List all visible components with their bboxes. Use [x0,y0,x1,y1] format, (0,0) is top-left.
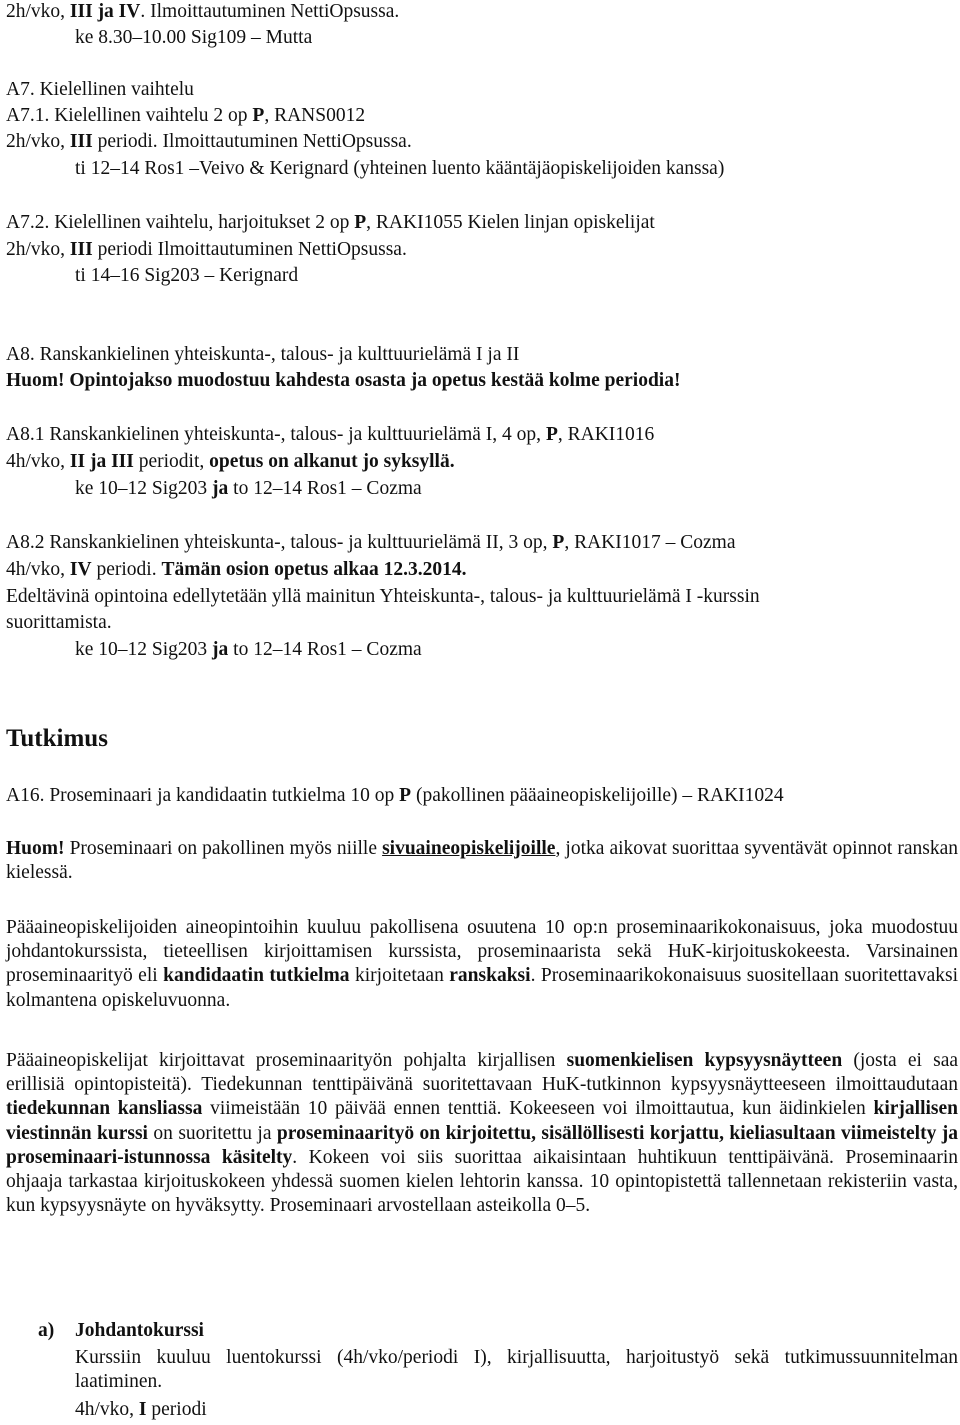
list-label-a [38,1319,54,1343]
a72-title [6,211,655,235]
emphasis-bold: kirjallisen viestinnän kurssi [6,1098,958,1144]
period-bold: II ja III [69,451,134,472]
emphasis-bold: ranskaksi [449,965,531,987]
emphasis-bold: kandidaatin tutkielma [163,965,350,987]
text: periodi. Ilmoittautuminen NettiOpsussa. [92,131,412,152]
section-heading-tutkimus: Tutkimus [6,725,108,752]
a72-period [6,238,407,262]
text: . Proseminaarikokonaisuus suositellaan suoritettavaksi kolmantena opiskeluvuonna. [6,965,959,1011]
text: A7.1. Kielellinen vaihtelu 2 op [6,105,253,126]
text: periodi. [91,559,162,580]
a7-heading: A7. Kielellinen vaihtelu [6,79,194,100]
huom-bold: Huom! [6,838,65,859]
text: periodi [146,1399,207,1420]
a81-title [6,423,654,447]
emphasis-bold: tiedekunnan kansliassa [6,1098,203,1120]
text: 2h/vko, [6,131,70,152]
text: 4h/vko, [6,451,70,472]
text: , RAKI1055 Kielen linjan opiskelijat [366,212,655,233]
notice-bold: Tämän osion opetus alkaa 12.3.2014. [161,559,467,580]
ja-bold: ja [212,639,229,660]
notice-bold: opetus on alkanut jo syksyllä. [209,451,455,472]
a8-notice [6,369,680,393]
text: A8.1 Ranskankielinen yhteiskunta-, talous- ja kulttuurielämä I, 4 op, [6,424,546,445]
label-bold: a) [38,1320,55,1341]
a72-schedule: ti 14–16 Sig203 – Kerignard [75,265,299,286]
a71-title [6,104,365,128]
text: A16. Proseminaari ja kandidaatin tutkielma 10 op [6,785,400,806]
text: (josta ei saa erillisiä opintopisteitä). Tiedekunnan tenttipäivänä suoritettavaan HuK-tutkinnon kypsyysnäytteeseen ilmoittaudutaan [6,1050,959,1096]
a82-prereq-cont: suorittamista. [6,612,112,633]
text: A8.2 Ranskankielinen yhteiskunta-, talous- ja kulttuurielämä II, 3 op, [6,532,553,553]
a71-period [6,130,412,154]
text: . Kokeen voi siis suorittaa aikaisintaan huhtikuun tenttipäivänä. Proseminaarin ohjaaja tarkastaa kirjoituskokeen yhdessä suomen kielen lehtorin kanssa. 10 opintopistettä tallennetaan rekisteriin vasta, kun kypsyysnäyte on hyväksytty. Proseminaari arvostellaan asteikolla 0–5. [6,1146,958,1217]
text: Pääaineopiskelijoiden aineopintoihin kuuluu pakollisena osuutena 10 op:n proseminaarikokonaisuus, joka muodostuu johdantokurssista, tieteellisen kirjoittamisen kurssista, proseminaarista sekä HuK-kirjoituskokeesta. Varsinainen proseminaarityö eli [6,917,958,987]
a16-title [6,784,784,808]
text: viimeistään 10 päivää ennen tenttiä. Kokeeseen voi ilmoittautua, kun äidinkielen [202,1098,874,1120]
title-bold: Johdantokurssi [75,1320,204,1341]
p-bold: P [545,424,558,445]
text: ke 10–12 Sig203 [75,478,213,499]
p-bold: P [552,532,565,553]
text: ke 10–12 Sig203 [75,639,213,660]
text: Proseminaari on pakollinen myös niille [64,838,383,859]
p-bold: P [354,212,367,233]
p-bold: P [399,785,412,806]
period-bold: III [69,131,93,152]
text: , RAKI1017 – Cozma [564,532,736,553]
text: periodit, [133,451,210,472]
a71-schedule: ti 12–14 Ros1 –Veivo & Kerignard (yhteinen luento kääntäjäopiskelijoiden kanssa) [75,158,725,179]
a82-title [6,531,736,555]
a81-period [6,450,455,474]
text: to 12–14 Ros1 – Cozma [228,478,422,499]
johdantokurssi-description: Kurssiin kuuluu luentokurssi (4h/vko/periodi I), kirjallisuutta, harjoitustyö sekä tutkimussuunnitelman laatiminen. [75,1347,958,1393]
paragraph-aineopinnot [6,916,958,1013]
emphasis-underlined: sivuaineopiskelijoille [382,838,556,859]
a82-schedule [75,638,422,662]
period-bold: III ja IV [69,1,141,22]
period-bold: III [69,239,93,260]
period-bold: I [138,1399,147,1420]
text: to 12–14 Ros1 – Cozma [228,639,422,660]
text: on suoritettu ja [147,1122,277,1144]
notice-bold: Huom! Opintojakso muodostuu kahdesta osasta ja opetus kestää kolme periodia! [6,370,681,391]
a6-schedule: ke 8.30–10.00 Sig109 – Mutta [75,27,313,48]
text: 4h/vko, [75,1399,139,1420]
emphasis-bold: proseminaarityö on kirjoitettu, sisällöllisesti korjattu, kieliasultaan viimeistelty ja proseminaari-istunnossa käsitelty [6,1122,958,1168]
text: A7.2. Kielellinen vaihtelu, harjoitukset 2 op [6,212,355,233]
text: 2h/vko, [6,1,70,22]
text: 4h/vko, [6,559,70,580]
p-bold: P [252,105,265,126]
a82-prereq: Edeltävinä opintoina edellytetään yllä mainitun Yhteiskunta-, talous- ja kulttuurielämä I -kurssin [6,586,760,607]
text: , RANS0012 [264,105,366,126]
period-bold: IV [69,559,92,580]
a81-schedule [75,477,422,501]
text: (pakollinen pääaineopiskelijoille) – RAKI1024 [411,785,784,806]
a82-period [6,558,466,582]
text: . Ilmoittautuminen NettiOpsussa. [140,1,400,22]
paragraph-kypsyysnayte [6,1049,958,1218]
text: , RAKI1016 [557,424,655,445]
johdantokurssi-period [75,1398,207,1422]
emphasis-bold: suomenkielisen kypsyysnäytteen [566,1050,843,1071]
text: , jotka aikovat suorittaa syventävät opinnot ranskan kielessä. [6,838,958,884]
text: periodi Ilmoittautuminen NettiOpsussa. [92,239,407,260]
ja-bold: ja [212,478,229,499]
a6-line-1 [6,0,399,24]
text: kirjoitetaan [349,965,450,987]
text: 2h/vko, [6,239,70,260]
a8-heading: A8. Ranskankielinen yhteiskunta-, talous- ja kulttuurielämä I ja II [6,344,520,365]
paragraph-huom [6,837,958,885]
subsection-title-johdantokurssi [75,1319,204,1343]
text: Pääaineopiskelijat kirjoittavat proseminaarityön pohjalta kirjallisen [6,1050,567,1071]
